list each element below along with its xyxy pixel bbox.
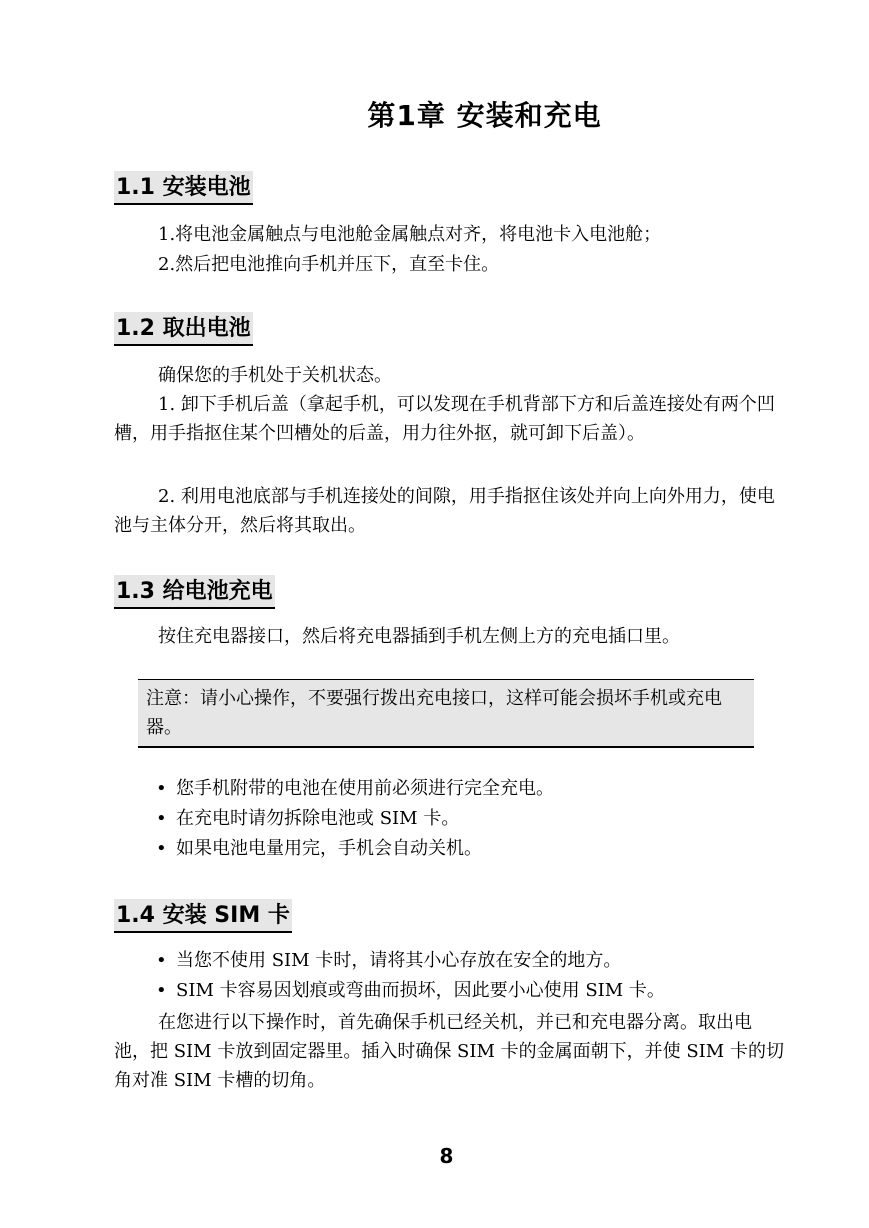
section-heading-1-2: 1.2 取出电池 (114, 312, 253, 346)
bullet-icon: • (156, 778, 167, 799)
sim-bullet-2: • SIM 卡容易因划痕或弯曲而损坏，因此要小心使用 SIM 卡。 (156, 976, 665, 1005)
remove-step-2: 2. 利用电池底部与手机连接处的间隙，用手指抠住该处并向上向外用力，使电池与主体分开，然后将其取出。 (114, 486, 775, 536)
charge-bullet-3: • 如果电池电量用完，手机会自动关机。 (156, 834, 482, 863)
chapter-title: 第1章 安装和充电 (367, 99, 602, 132)
bullet-icon: • (156, 838, 167, 859)
install-step-2: 2.然后把电池推向手机并压下，直至卡住。 (158, 254, 500, 275)
page-number: 8 (439, 1144, 454, 1168)
sim-paragraph: 在您进行以下操作时，首先确保手机已经关机，并已和充电器分离。取出电池，把 SIM 卡放到固定器里。插入时确保 SIM 卡的金属面朝下，并使 SIM 卡的切角对准 SIM 卡槽的切角。 (114, 1012, 784, 1091)
install-step-1: 1.将电池金属触点与电池舱金属触点对齐，将电池卡入电池舱； (158, 224, 662, 245)
remove-step-1: 1. 卸下手机后盖（拿起手机，可以发现在手机背部下方和后盖连接处有两个凹槽，用手指抠住某个凹槽处的后盖，用力往外抠，就可卸下后盖）。 (114, 394, 775, 444)
charge-bullet-1: • 您手机附带的电池在使用前必须进行完全充电。 (156, 774, 554, 803)
charge-note: 注意：请小心操作，不要强行拨出充电接口，这样可能会损坏手机或充电器。 (138, 679, 754, 748)
bullet-icon: • (156, 808, 167, 829)
bullet-icon: • (156, 950, 167, 971)
remove-intro: 确保您的手机处于关机状态。 (158, 365, 392, 386)
charge-intro: 按住充电器接口，然后将充电器插到手机左侧上方的充电插口里。 (158, 626, 680, 647)
section-heading-1-1: 1.1 安装电池 (114, 171, 253, 205)
sim-bullet-1: • 当您不使用 SIM 卡时，请将其小心存放在安全的地方。 (156, 946, 621, 975)
section-heading-1-3: 1.3 给电池充电 (114, 575, 275, 609)
section-heading-1-4: 1.4 安装 SIM 卡 (114, 899, 292, 933)
charge-bullet-2: • 在充电时请勿拆除电池或 SIM 卡。 (156, 804, 459, 833)
bullet-icon: • (156, 980, 167, 1001)
